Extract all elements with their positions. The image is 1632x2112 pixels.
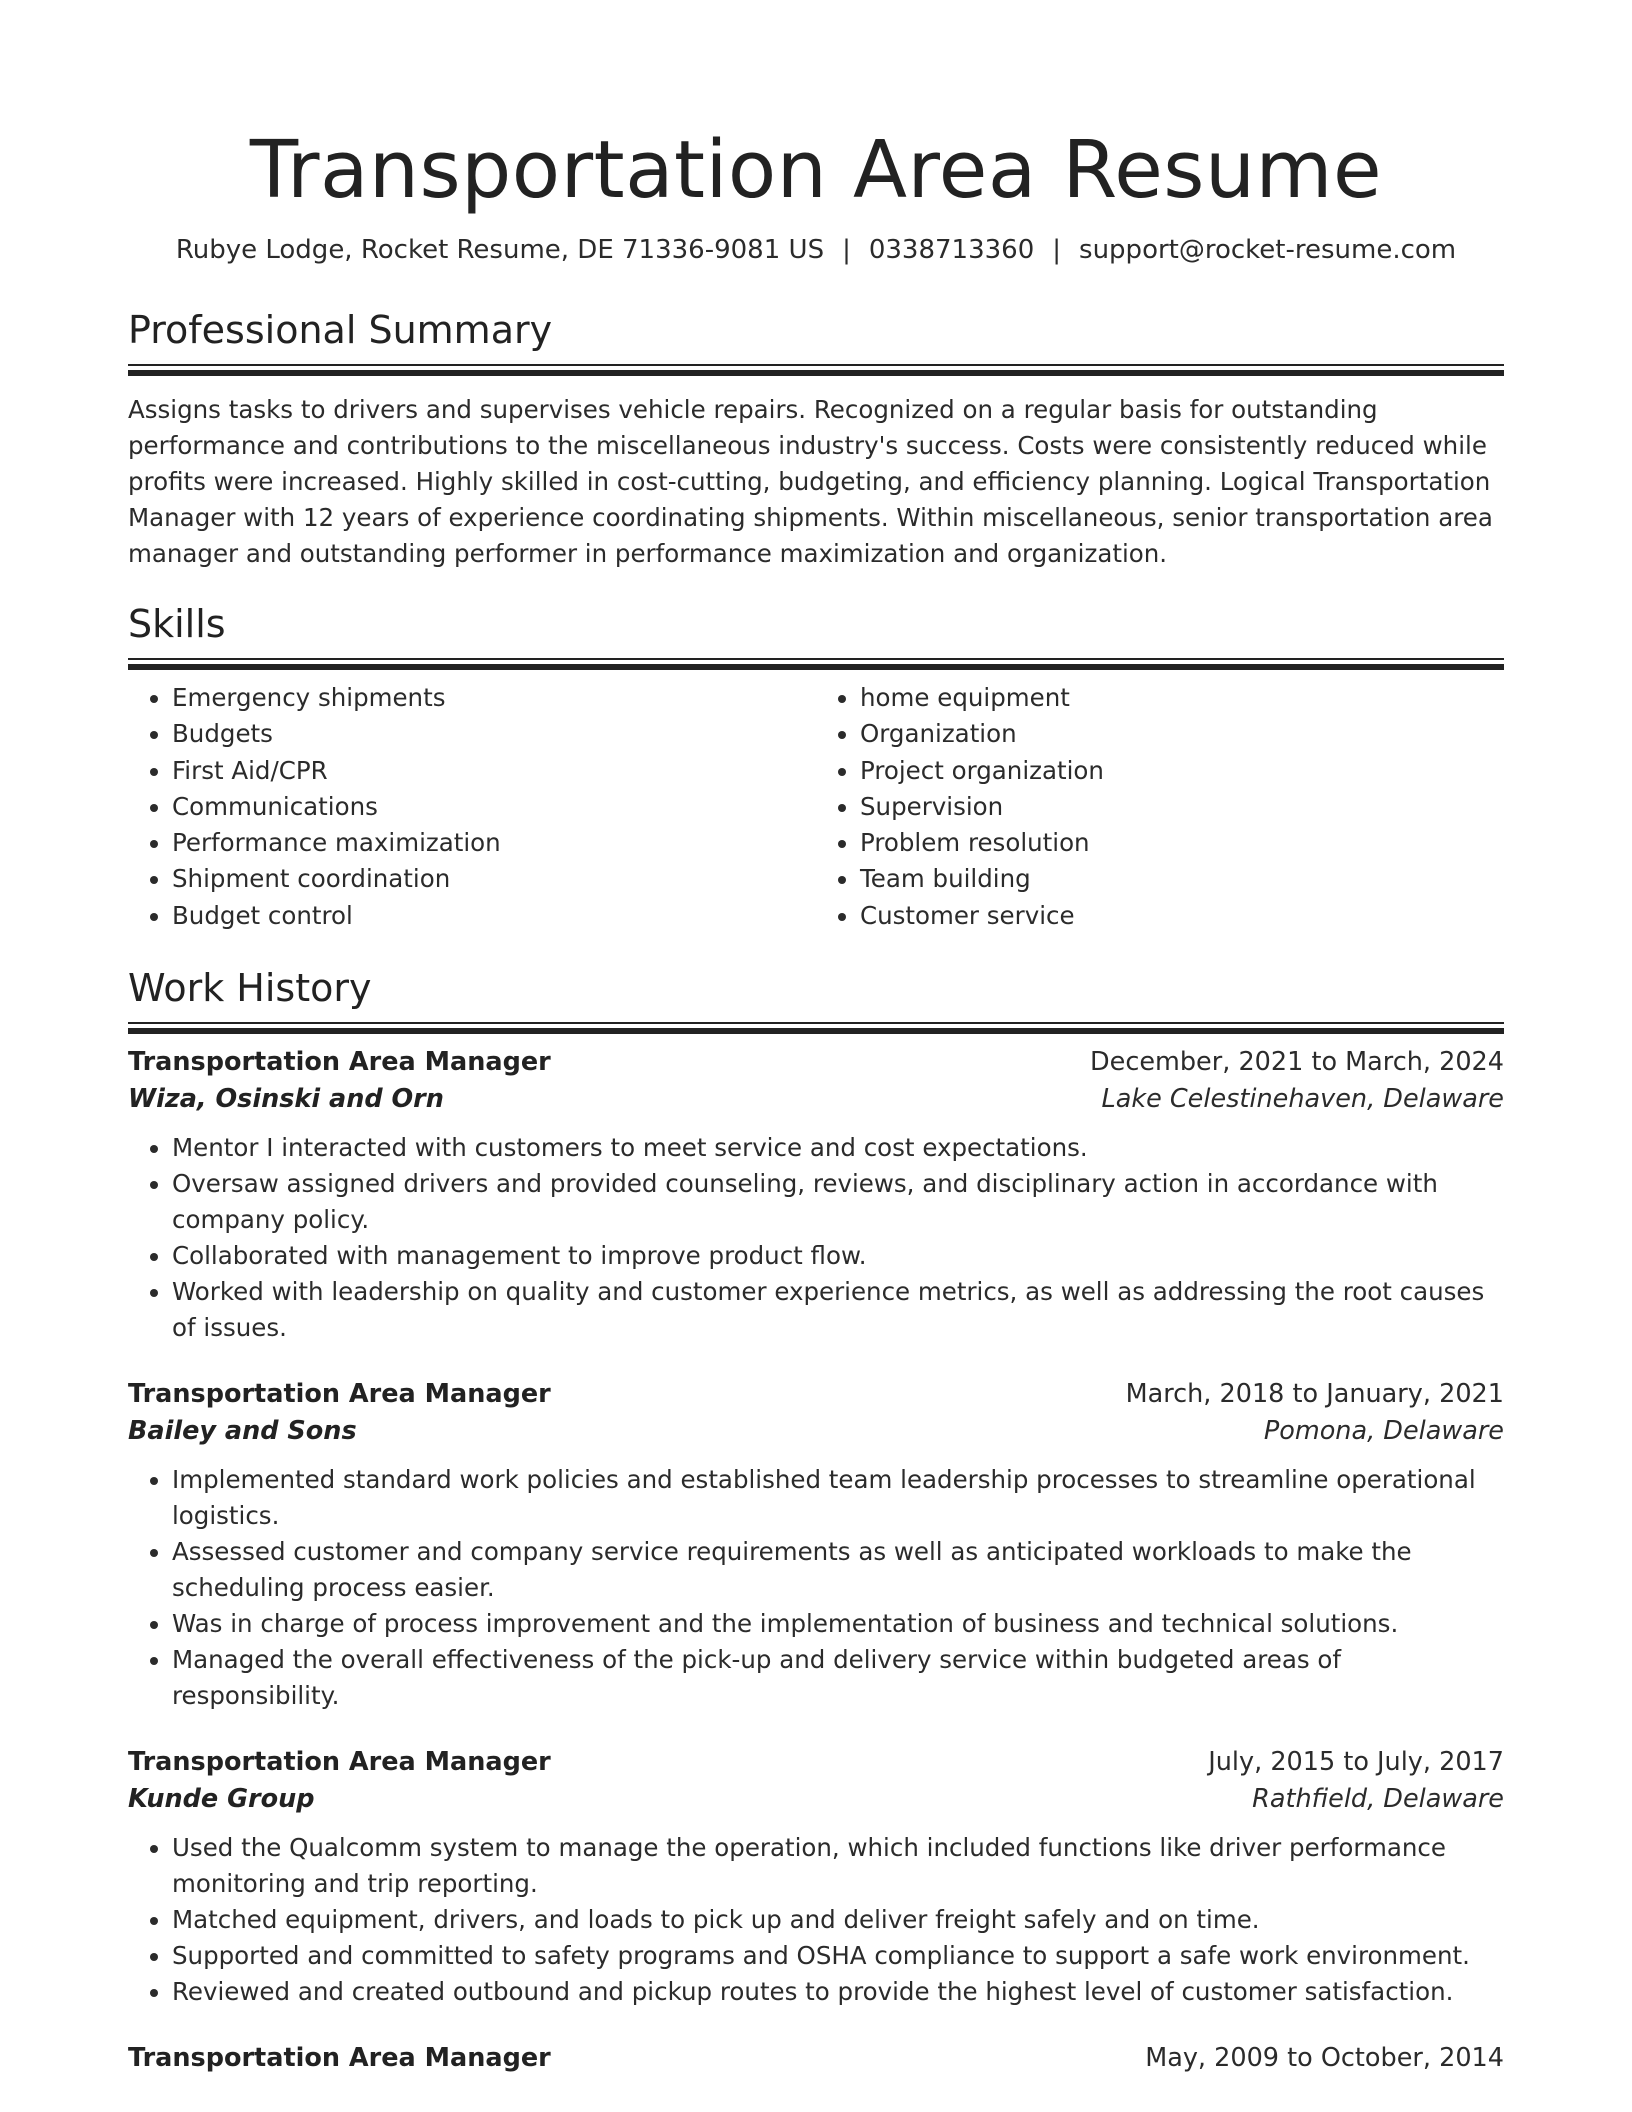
job-bullet: • Managed the overall effectiveness of the pick-up and delivery service within budgeted areas of responsibility. bbox=[172, 1642, 1504, 1714]
job-entry bbox=[128, 2040, 1504, 2076]
job-dates: March, 2018 to January, 2021 bbox=[1125, 1379, 1504, 1410]
job-subheader bbox=[128, 1080, 1504, 1118]
job-location: Rathfield, Delaware bbox=[1252, 1784, 1504, 1815]
skill-item: • Team building bbox=[860, 861, 1504, 897]
job-header bbox=[128, 1744, 1504, 1780]
job-title: Transportation Area Manager bbox=[128, 2043, 551, 2074]
skill-item: • Budgets bbox=[172, 716, 816, 752]
job-title: Transportation Area Manager bbox=[128, 1379, 551, 1410]
skills-column-left bbox=[128, 680, 816, 934]
skill-item: • Customer service bbox=[860, 898, 1504, 934]
job-company: Bailey and Sons bbox=[128, 1416, 357, 1447]
summary-section bbox=[128, 306, 1504, 572]
skill-item: • Organization bbox=[860, 716, 1504, 752]
contact-email: support@rocket-resume.com bbox=[1079, 235, 1457, 265]
section-divider bbox=[128, 658, 1504, 672]
skill-item: • Emergency shipments bbox=[172, 680, 816, 716]
contact-line bbox=[128, 232, 1504, 268]
job-bullet: • Implemented standard work policies and established team leadership processes to streamline operational logistics. bbox=[172, 1462, 1504, 1534]
job-bullet: • Mentor I interacted with customers to meet service and cost expectations. bbox=[172, 1130, 1504, 1166]
skills-columns bbox=[128, 680, 1504, 934]
contact-address: Rubye Lodge, Rocket Resume, DE 71336-9081 US bbox=[175, 235, 825, 265]
section-divider bbox=[128, 1022, 1504, 1036]
job-entry bbox=[128, 1744, 1504, 2010]
job-company: Wiza, Osinski and Orn bbox=[128, 1084, 444, 1115]
job-bullet: • Supported and committed to safety programs and OSHA compliance to support a safe work environment. bbox=[172, 1938, 1504, 1974]
work-history-section bbox=[128, 964, 1504, 2076]
summary-heading: Professional Summary bbox=[128, 308, 553, 352]
skill-item: • Performance maximization bbox=[172, 825, 816, 861]
job-subheader bbox=[128, 1412, 1504, 1450]
job-entry bbox=[128, 1376, 1504, 1714]
job-bullet: • Reviewed and created outbound and pickup routes to provide the highest level of customer satisfaction. bbox=[172, 1974, 1504, 2010]
skill-item: • home equipment bbox=[860, 680, 1504, 716]
job-subheader bbox=[128, 1780, 1504, 1818]
job-bullet: • Worked with leadership on quality and customer experience metrics, as well as addressing the root causes of issues. bbox=[172, 1274, 1504, 1346]
job-title: Transportation Area Manager bbox=[128, 1747, 551, 1778]
job-dates: May, 2009 to October, 2014 bbox=[1145, 2043, 1504, 2074]
job-company: Kunde Group bbox=[128, 1784, 315, 1815]
job-title: Transportation Area Manager bbox=[128, 1047, 551, 1078]
contact-separator: | bbox=[842, 235, 851, 265]
skill-item: • Communications bbox=[172, 789, 816, 825]
job-location: Pomona, Delaware bbox=[1263, 1416, 1504, 1447]
summary-text: Assigns tasks to drivers and supervises vehicle repairs. Recognized on a regular basis for outstanding performance and contributions to the miscellaneous industry's success. Costs were consistently reduced while profits were increased. Highly skilled in cost-cutting, budgeting, and efficiency planning. Logical Transportation Manager with 12 years of experience coordinating shipments. Within miscellaneous, senior transportation area manager and outstanding performer in performance maximization and organization. bbox=[128, 395, 1493, 568]
job-dates: July, 2015 to July, 2017 bbox=[1208, 1747, 1504, 1778]
job-bullet: • Matched equipment, drivers, and loads to pick up and deliver freight safely and on time. bbox=[172, 1902, 1504, 1938]
job-entry bbox=[128, 1044, 1504, 1346]
job-bullet: • Oversaw assigned drivers and provided counseling, reviews, and disciplinary action in accordance with company policy. bbox=[172, 1166, 1504, 1238]
skill-item: • First Aid/CPR bbox=[172, 753, 816, 789]
resume-title: Transportation Area Resume bbox=[249, 124, 1383, 216]
skill-item: • Supervision bbox=[860, 789, 1504, 825]
job-location: Lake Celestinehaven, Delaware bbox=[1101, 1084, 1504, 1115]
resume-page bbox=[128, 0, 1504, 2076]
contact-separator: | bbox=[1052, 235, 1062, 265]
job-header bbox=[128, 2040, 1504, 2076]
job-bullets bbox=[128, 1830, 1504, 2010]
skill-item: • Budget control bbox=[172, 898, 816, 934]
job-dates: December, 2021 to March, 2024 bbox=[1090, 1047, 1504, 1078]
contact-phone: 0338713360 bbox=[868, 235, 1035, 265]
job-header bbox=[128, 1376, 1504, 1412]
skill-item: • Problem resolution bbox=[860, 825, 1504, 861]
job-bullets bbox=[128, 1130, 1504, 1346]
job-bullet: • Collaborated with management to improve product flow. bbox=[172, 1238, 1504, 1274]
skills-column-right bbox=[816, 680, 1504, 934]
job-header bbox=[128, 1044, 1504, 1080]
skills-heading: Skills bbox=[128, 602, 226, 646]
job-bullet: • Used the Qualcomm system to manage the operation, which included functions like driver performance monitoring and trip reporting. bbox=[172, 1830, 1504, 1902]
job-bullet: • Was in charge of process improvement and the implementation of business and technical solutions. bbox=[172, 1606, 1504, 1642]
skills-section bbox=[128, 600, 1504, 934]
job-bullet: • Assessed customer and company service requirements as well as anticipated workloads to make the scheduling process easier. bbox=[172, 1534, 1504, 1606]
skill-item: • Project organization bbox=[860, 753, 1504, 789]
section-divider bbox=[128, 364, 1504, 378]
skill-item: • Shipment coordination bbox=[172, 861, 816, 897]
work-history-heading: Work History bbox=[128, 966, 372, 1011]
job-bullets bbox=[128, 1462, 1504, 1714]
